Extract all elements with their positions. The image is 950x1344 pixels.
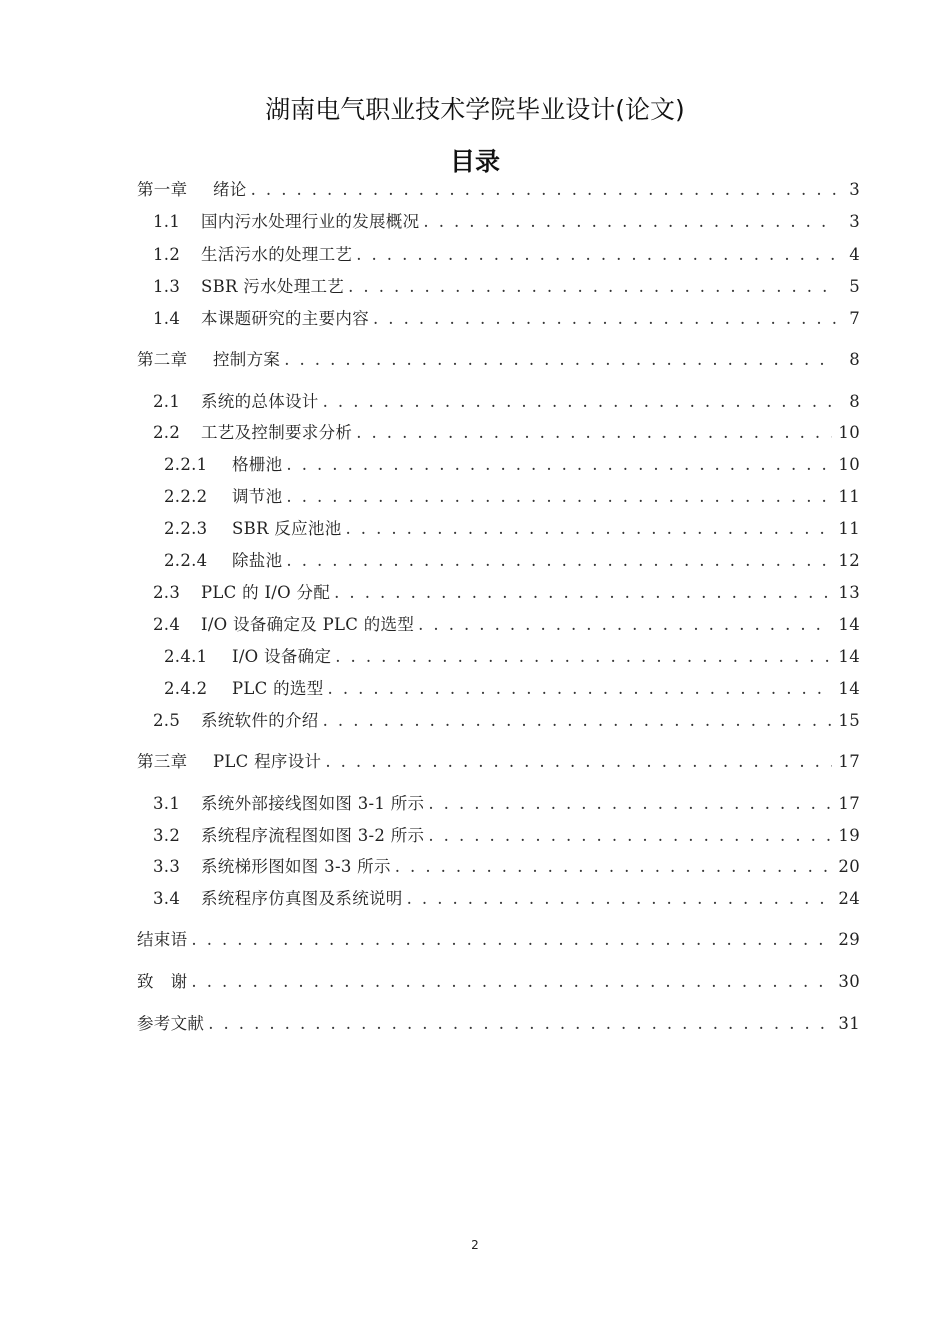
toc-entry[interactable] (164, 677, 860, 701)
toc-entry-title: 参考文献 (137, 1014, 205, 1033)
toc-entry-number: 3.2 (153, 826, 181, 845)
toc-entry[interactable] (137, 750, 860, 774)
toc-entry-title: 本课题研究的主要内容 (201, 309, 369, 328)
toc-entry[interactable] (137, 970, 860, 994)
toc-entry-title: I/O 设备确定 (232, 647, 332, 666)
toc-leader-dots (191, 970, 832, 994)
toc-entry-title: 系统的总体设计 (201, 392, 319, 411)
toc-leader-dots (328, 677, 833, 701)
toc-entry[interactable] (153, 390, 860, 414)
toc-entry-number: 第二章 (137, 350, 188, 369)
toc-leader-dots (395, 855, 833, 879)
toc-entry-page: 14 (838, 647, 860, 666)
toc-entry-number: 2.2.2 (164, 487, 208, 506)
toc-entry-page: 3 (849, 180, 860, 199)
toc-entry-page: 29 (838, 930, 860, 949)
toc-leader-dots (407, 887, 833, 911)
toc-entry-page: 11 (838, 487, 860, 506)
toc-leader-dots (323, 390, 836, 414)
document-header: 湖南电气职业技术学院毕业设计(论文) (265, 95, 685, 124)
toc-entry-number: 2.4.2 (164, 679, 208, 698)
toc-entry[interactable] (164, 485, 860, 509)
toc-entry-title: 结束语 (137, 930, 188, 949)
toc-entry-number: 1.4 (153, 309, 181, 328)
toc-entry-number: 1.3 (153, 277, 181, 296)
toc-entry[interactable] (153, 581, 860, 605)
toc-entry-number: 2.1 (153, 392, 181, 411)
toc-entry[interactable] (137, 928, 860, 952)
toc-entry[interactable] (153, 887, 860, 911)
toc-entry-title: I/O 设备确定及 PLC 的选型 (201, 615, 415, 634)
toc-leader-dots (346, 517, 833, 541)
toc-entry[interactable] (153, 824, 860, 848)
toc-entry-title: SBR 污水处理工艺 (201, 277, 345, 296)
toc-leader-dots (286, 549, 832, 573)
toc-entry-number: 2.4.1 (164, 647, 208, 666)
toc-leader-dots (356, 243, 836, 267)
toc-leader-dots (428, 824, 832, 848)
toc-entry-title: 致 谢 (137, 972, 188, 991)
toc-entry[interactable] (164, 645, 860, 669)
toc-entry-page: 19 (838, 826, 860, 845)
toc-entry-page: 4 (849, 245, 860, 264)
toc-entry-number: 2.2.1 (164, 455, 208, 474)
toc-entry-page: 30 (838, 972, 860, 991)
toc-entry-number: 2.2 (153, 423, 181, 442)
toc-entry-title: 格栅池 (232, 455, 283, 474)
toc-entry-page: 11 (838, 519, 860, 538)
toc-entry-page: 10 (838, 423, 860, 442)
toc-leader-dots (284, 348, 836, 372)
toc-entry[interactable] (164, 517, 860, 541)
toc-entry-number: 3.3 (153, 857, 181, 876)
toc-entry-number: 3.1 (153, 794, 181, 813)
toc-leader-dots (418, 613, 832, 637)
toc-entry-page: 5 (849, 277, 860, 296)
toc-entry[interactable] (153, 855, 860, 879)
toc-entry[interactable] (164, 549, 860, 573)
toc-entry[interactable] (153, 421, 860, 445)
toc-entry-title: SBR 反应池池 (232, 519, 342, 538)
toc-leader-dots (286, 485, 832, 509)
toc-entry-title: 调节池 (232, 487, 283, 506)
toc-entry-page: 20 (838, 857, 860, 876)
toc-leader-dots (325, 750, 832, 774)
toc-entry-number: 3.4 (153, 889, 181, 908)
toc-leader-dots (323, 709, 833, 733)
toc-entry-title: 除盐池 (232, 551, 283, 570)
toc-entry-page: 15 (838, 711, 860, 730)
toc-leader-dots (286, 453, 832, 477)
toc-entry[interactable] (153, 709, 860, 733)
toc-entry[interactable] (153, 210, 860, 234)
toc-leader-dots (428, 792, 832, 816)
toc-entry-title: 生活污水的处理工艺 (201, 245, 353, 264)
toc-entry[interactable] (153, 275, 860, 299)
toc-entry-number: 1.1 (153, 212, 181, 231)
toc-entry-title: 系统软件的介绍 (201, 711, 319, 730)
toc-entry-title: 绪论 (213, 180, 247, 199)
toc-entry[interactable] (164, 453, 860, 477)
toc-entry[interactable] (137, 1012, 860, 1036)
toc-leader-dots (334, 581, 832, 605)
toc-entry-page: 3 (849, 212, 860, 231)
toc-leader-dots (251, 178, 836, 202)
toc-entry-page: 13 (838, 583, 860, 602)
toc-entry-page: 14 (838, 679, 860, 698)
toc-entry-number: 2.2.4 (164, 551, 208, 570)
toc-entry-title: 控制方案 (213, 350, 281, 369)
toc-leader-dots (356, 421, 832, 445)
toc-entry-title: 系统程序流程图如图 3-2 所示 (201, 826, 425, 845)
toc-entry-title: PLC 的选型 (232, 679, 324, 698)
toc-leader-dots (423, 210, 836, 234)
toc-entry[interactable] (153, 613, 860, 637)
toc-entry-number: 第三章 (137, 752, 188, 771)
toc-entry[interactable] (153, 792, 860, 816)
toc-entry-number: 2.3 (153, 583, 181, 602)
toc-entry-number: 第一章 (137, 180, 188, 199)
toc-leader-dots (335, 645, 832, 669)
toc-entry-title: 系统梯形图如图 3-3 所示 (201, 857, 391, 876)
toc-leader-dots (191, 928, 832, 952)
toc-entry-title: PLC 的 I/O 分配 (201, 583, 331, 602)
toc-entry-title: PLC 程序设计 (213, 752, 322, 771)
toc-entry[interactable] (137, 348, 860, 372)
toc-leader-dots (348, 275, 836, 299)
toc-entry-page: 24 (838, 889, 860, 908)
toc-entry-number: 1.2 (153, 245, 181, 264)
toc-entry-number: 2.2.3 (164, 519, 208, 538)
toc-entry-page: 10 (838, 455, 860, 474)
toc-entry-page: 17 (838, 752, 860, 771)
toc-entry-page: 17 (838, 794, 860, 813)
toc-leader-dots (208, 1012, 832, 1036)
toc-leader-dots (373, 307, 836, 331)
toc-entry-title: 国内污水处理行业的发展概况 (201, 212, 420, 231)
toc-entry-page: 8 (849, 392, 860, 411)
toc-title: 目录 (449, 147, 500, 176)
toc-entry-number: 2.4 (153, 615, 181, 634)
toc-entry-page: 14 (838, 615, 860, 634)
toc-entry-title: 系统外部接线图如图 3-1 所示 (201, 794, 425, 813)
toc-entry-page: 31 (838, 1014, 860, 1033)
toc-entry-page: 8 (849, 350, 860, 369)
toc-entry-number: 2.5 (153, 711, 181, 730)
toc-entry[interactable] (153, 307, 860, 331)
toc-entry-page: 7 (849, 309, 860, 328)
toc-entry-page: 12 (838, 551, 860, 570)
toc-entry[interactable] (153, 243, 860, 267)
toc-entry-title: 系统程序仿真图及系统说明 (201, 889, 403, 908)
page-number: 2 (471, 1238, 479, 1252)
toc-entry[interactable] (137, 178, 860, 202)
toc-entry-title: 工艺及控制要求分析 (201, 423, 353, 442)
